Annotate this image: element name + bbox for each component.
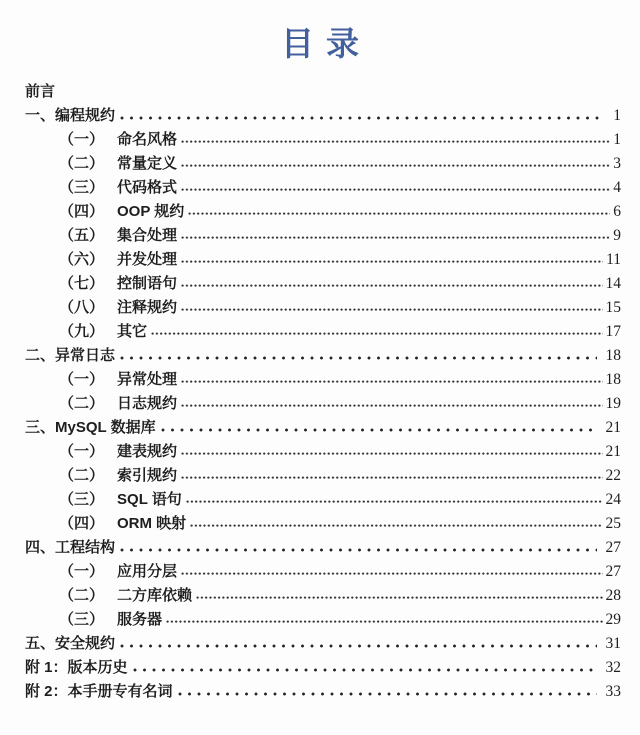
- page-title: 目录: [281, 27, 371, 63]
- toc-entry-number: （九）: [59, 323, 105, 340]
- dot-leader-icon: [178, 692, 597, 696]
- toc-entry-page: 18: [605, 347, 621, 364]
- dot-leader-icon: [181, 476, 602, 480]
- toc-entry-label: OOP 规约: [117, 203, 185, 220]
- toc-entry: [0, 680, 621, 704]
- dot-leader-icon: [120, 644, 596, 648]
- toc-entry-number: （二）: [59, 467, 105, 484]
- toc-entry: [0, 248, 621, 272]
- toc-entry: [0, 392, 621, 416]
- toc-entry-label: ORM 映射: [117, 515, 187, 532]
- dot-leader-icon: [186, 500, 603, 504]
- toc-entry-label: 应用分层: [117, 563, 178, 580]
- toc-entry: [0, 224, 621, 248]
- toc-entry: [0, 200, 621, 224]
- dot-leader-icon: [120, 356, 596, 360]
- toc-entry: [0, 488, 621, 512]
- toc-entry: [0, 440, 621, 464]
- dot-leader-icon: [181, 572, 602, 576]
- toc-entry: [0, 344, 621, 368]
- toc-entry-label: 索引规约: [117, 467, 178, 484]
- toc-entry-page: 21: [605, 419, 621, 436]
- toc-entry-label: 前言: [25, 83, 56, 100]
- dot-leader-icon: [190, 524, 602, 528]
- toc-entry-number: （六）: [59, 251, 105, 268]
- toc-entry: [0, 632, 621, 656]
- toc-entry-page: 9: [613, 227, 621, 244]
- toc-entry-label: 二、异常日志: [25, 347, 116, 364]
- toc-entry-number: （三）: [59, 611, 105, 628]
- dot-leader-icon: [181, 284, 602, 288]
- toc-entry-page: 18: [605, 371, 621, 388]
- toc-entry-label: 建表规约: [117, 443, 178, 460]
- toc-entry-label: 集合处理: [117, 227, 178, 244]
- toc-entry-number: （二）: [59, 395, 105, 412]
- dot-leader-icon: [181, 380, 602, 384]
- toc-entry: [0, 272, 621, 296]
- toc-entry-label: 命名风格: [117, 131, 178, 148]
- toc-entry-label: 服务器: [117, 611, 163, 628]
- toc-entry-number: （五）: [59, 227, 105, 244]
- toc-entry-page: 25: [605, 515, 621, 532]
- toc-entry-label: 日志规约: [117, 395, 178, 412]
- toc-entry-label: 其它: [117, 323, 148, 340]
- toc-entry: [0, 320, 621, 344]
- dot-leader-icon: [161, 428, 597, 432]
- toc-entry-number: （八）: [59, 299, 105, 316]
- toc-entry-page: 1: [613, 107, 621, 124]
- toc-entry-number: （一）: [59, 443, 105, 460]
- toc-entry-page: 29: [605, 611, 621, 628]
- toc-entry-page: 22: [605, 467, 621, 484]
- toc-entry-label: 附 2：本手册专有名词: [25, 683, 173, 700]
- toc-entry-page: 27: [605, 539, 621, 556]
- toc-entry: [0, 608, 621, 632]
- toc-entry: [0, 80, 621, 104]
- toc-entry-label: 并发处理: [117, 251, 178, 268]
- toc-entry-label: 注释规约: [117, 299, 178, 316]
- toc-entry-number: （三）: [59, 491, 105, 508]
- dot-leader-icon: [181, 404, 602, 408]
- toc-entry-page: 11: [606, 251, 621, 268]
- toc-entry: [0, 656, 621, 680]
- toc-list: [0, 80, 640, 704]
- dot-leader-icon: [181, 140, 610, 144]
- toc-entry-label: 控制语句: [117, 275, 178, 292]
- dot-leader-icon: [181, 452, 602, 456]
- toc-entry: [0, 536, 621, 560]
- toc-entry-number: （一）: [59, 371, 105, 388]
- toc-entry-label: SQL 语句: [117, 491, 182, 508]
- dot-leader-icon: [181, 164, 610, 168]
- toc-entry-page: 24: [605, 491, 621, 508]
- toc-entry-page: 6: [613, 203, 621, 220]
- toc-entry: [0, 128, 621, 152]
- toc-entry-label: 四、工程结构: [25, 539, 116, 556]
- dot-leader-icon: [120, 116, 604, 120]
- toc-entry: [0, 464, 621, 488]
- toc-entry-page: 31: [605, 635, 621, 652]
- dot-leader-icon: [151, 332, 602, 336]
- toc-entry-page: 3: [613, 155, 621, 172]
- toc-entry-label: 二方库依赖: [117, 587, 193, 604]
- toc-entry-label: 附 1：版本历史: [25, 659, 128, 676]
- dot-leader-icon: [166, 620, 602, 624]
- toc-entry: [0, 584, 621, 608]
- toc-entry-page: 33: [605, 683, 621, 700]
- toc-entry: [0, 368, 621, 392]
- toc-entry-page: 21: [605, 443, 621, 460]
- toc-entry-number: （七）: [59, 275, 105, 292]
- toc-entry-number: （四）: [59, 515, 105, 532]
- dot-leader-icon: [181, 188, 610, 192]
- toc-entry-label: 一、编程规约: [25, 107, 116, 124]
- dot-leader-icon: [181, 308, 602, 312]
- toc-entry-page: 17: [605, 323, 621, 340]
- toc-entry: [0, 104, 621, 128]
- toc-entry-label: 五、安全规约: [25, 635, 116, 652]
- toc-entry-number: （二）: [59, 155, 105, 172]
- toc-entry-page: 19: [605, 395, 621, 412]
- toc-entry-label: 异常处理: [117, 371, 178, 388]
- toc-entry: [0, 512, 621, 536]
- dot-leader-icon: [120, 548, 596, 552]
- toc-entry: [0, 416, 621, 440]
- toc-entry-page: 4: [613, 179, 621, 196]
- toc-entry-number: （四）: [59, 203, 105, 220]
- toc-entry: [0, 176, 621, 200]
- toc-entry: [0, 560, 621, 584]
- toc-entry: [0, 152, 621, 176]
- toc-entry-label: 三、MySQL 数据库: [25, 419, 156, 436]
- toc-entry-page: 14: [605, 275, 621, 292]
- toc-entry-number: （一）: [59, 563, 105, 580]
- toc-entry: [0, 296, 621, 320]
- dot-leader-icon: [133, 668, 597, 672]
- dot-leader-icon: [181, 236, 610, 240]
- toc-entry-number: （三）: [59, 179, 105, 196]
- toc-entry-page: 32: [605, 659, 621, 676]
- dot-leader-icon: [196, 596, 602, 600]
- toc-entry-page: 28: [605, 587, 621, 604]
- dot-leader-icon: [181, 260, 603, 264]
- toc-entry-page: 15: [605, 299, 621, 316]
- toc-entry-label: 常量定义: [117, 155, 178, 172]
- toc-entry-page: 27: [605, 563, 621, 580]
- toc-entry-label: 代码格式: [117, 179, 178, 196]
- toc-entry-number: （二）: [59, 587, 105, 604]
- toc-entry-number: （一）: [59, 131, 105, 148]
- toc-entry-page: 1: [613, 131, 621, 148]
- dot-leader-icon: [188, 212, 610, 216]
